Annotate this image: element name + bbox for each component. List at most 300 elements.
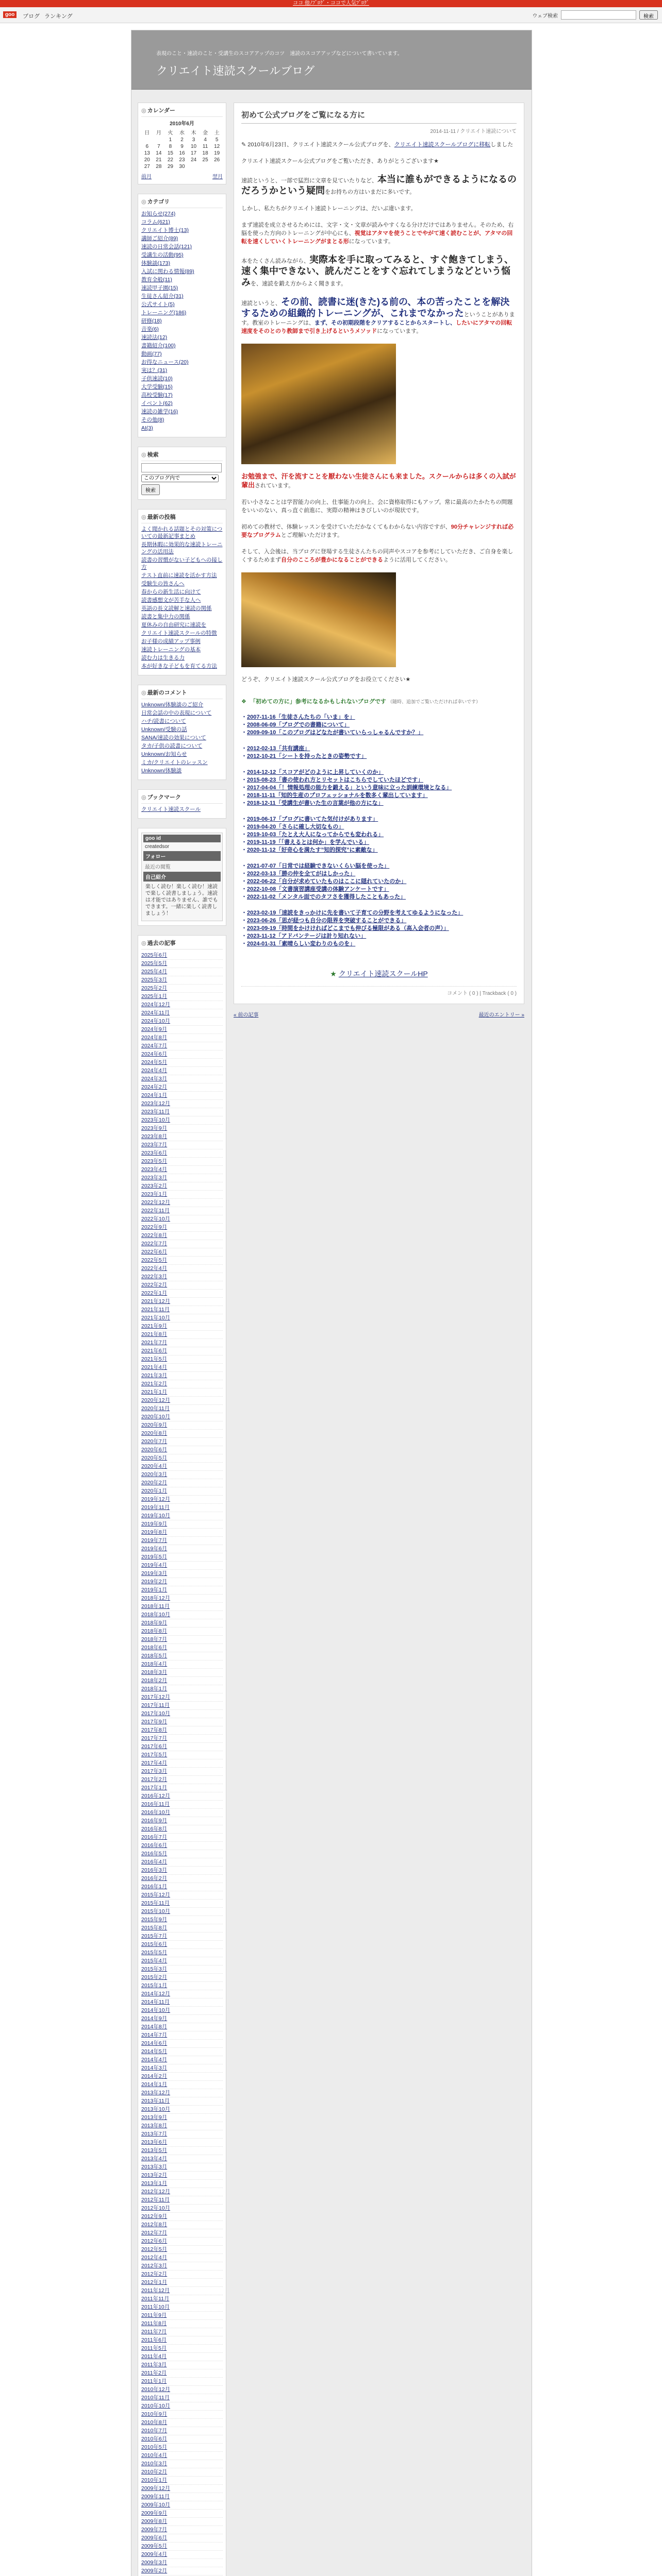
sidebar-search-input[interactable] — [141, 463, 222, 472]
archive-item-link[interactable]: 2021年11月 — [141, 1307, 170, 1313]
archive-item-link[interactable]: 2024年12月 — [141, 1002, 171, 1008]
recommend-link[interactable]: 2012-10-21「シートを持ったときの姿勢です」 — [247, 753, 367, 759]
archive-item-link[interactable]: 2014年7月 — [141, 2032, 168, 2038]
archive-item-link[interactable]: 2009年3月 — [141, 2560, 168, 2566]
calendar-day[interactable] — [211, 163, 223, 170]
archive-item-link[interactable]: 2017年2月 — [141, 1776, 168, 1783]
archive-item-link[interactable]: 2025年5月 — [141, 960, 168, 967]
archive-item-link[interactable]: 2020年8月 — [141, 1430, 168, 1436]
archive-item-link[interactable]: 2016年1月 — [141, 1884, 168, 1890]
archive-item-link[interactable]: 2013年9月 — [141, 2114, 168, 2121]
archive-item-link[interactable]: 2022年7月 — [141, 1241, 168, 1247]
recommend-link[interactable]: 2009-09-10「このブログはどなたが書いていらっしゃるんですか？」 — [247, 730, 424, 736]
recent-comment-item-link[interactable]: ミカ/クリエイトのレッスン — [141, 759, 208, 766]
archive-item-link[interactable]: 2020年7月 — [141, 1438, 168, 1445]
archive-item-link[interactable]: 2020年4月 — [141, 1463, 168, 1469]
calendar-day[interactable]: 22 — [167, 157, 173, 163]
archive-item-link[interactable]: 2017年10月 — [141, 1710, 171, 1717]
archive-item-link[interactable]: 2010年4月 — [141, 2452, 168, 2459]
archive-item-link[interactable]: 2024年9月 — [141, 1026, 168, 1032]
recent-entry-item-link[interactable]: 本が好きな子どもを育てる方法 — [141, 663, 217, 669]
archive-item-link[interactable]: 2019年10月 — [141, 1513, 171, 1519]
calendar-day[interactable]: 29 — [167, 164, 173, 170]
archive-item-link[interactable]: 2022年1月 — [141, 1290, 168, 1296]
calendar-day[interactable]: 17 — [190, 150, 197, 156]
archive-item-link[interactable]: 2022年5月 — [141, 1257, 168, 1263]
archive-item-link[interactable]: 2022年12月 — [141, 1199, 171, 1206]
archive-item-link[interactable]: 2011年4月 — [141, 2353, 167, 2360]
archive-item-link[interactable]: 2019年12月 — [141, 1496, 171, 1502]
archive-item-link[interactable]: 2021年5月 — [141, 1356, 168, 1362]
recent-comment-item-link[interactable]: ハチ/読書について — [141, 718, 186, 724]
archive-item-link[interactable]: 2012年8月 — [141, 2222, 168, 2228]
recommend-link[interactable]: 2023-02-19「速読をきっかけに先を書いて子育ての分野を考えてゆるようになった」 — [247, 910, 464, 916]
archive-item-link[interactable]: 2020年6月 — [141, 1447, 168, 1453]
category-item-link[interactable]: 速読甲子園(15) — [141, 285, 178, 291]
archive-item-link[interactable]: 2024年7月 — [141, 1043, 168, 1049]
archive-item-link[interactable]: 2023年11月 — [141, 1109, 170, 1115]
calendar-day[interactable]: 3 — [192, 137, 195, 143]
recent-comment-item-link[interactable]: Unknown/体験談のご紹介 — [141, 702, 204, 708]
archive-item-link[interactable]: 2022年3月 — [141, 1274, 168, 1280]
archive-item-link[interactable]: 2013年8月 — [141, 2123, 168, 2129]
recommend-link[interactable]: 2022-11-02「メンタル面でのタフさを獲得したこともあった」 — [247, 894, 406, 900]
archive-item-link[interactable]: 2020年2月 — [141, 1480, 168, 1486]
archive-item-link[interactable]: 2024年3月 — [141, 1076, 168, 1082]
archive-item-link[interactable]: 2014年4月 — [141, 2057, 168, 2063]
category-item-link[interactable]: 音楽(6) — [141, 326, 159, 332]
archive-item-link[interactable]: 2021年1月 — [141, 1389, 168, 1395]
archive-item-link[interactable]: 2021年10月 — [141, 1315, 171, 1321]
calendar-day[interactable]: 26 — [214, 157, 220, 163]
archive-item-link[interactable]: 2015年8月 — [141, 1925, 168, 1931]
archive-item-link[interactable]: 2013年2月 — [141, 2172, 168, 2178]
archive-item-link[interactable]: 2017年3月 — [141, 1768, 168, 1774]
recommend-link[interactable]: 2012-02-13「共有講座」 — [247, 745, 310, 752]
archive-item-link[interactable]: 2016年11月 — [141, 1801, 170, 1807]
archive-item-link[interactable]: 2009年2月 — [141, 2568, 168, 2574]
archive-item-link[interactable]: 2013年3月 — [141, 2164, 168, 2170]
category-item-link[interactable]: 公式サイト(5) — [141, 301, 175, 308]
category-item-link[interactable]: 教育全般(11) — [141, 277, 172, 283]
archive-item-link[interactable]: 2013年12月 — [141, 2090, 171, 2096]
archive-item-link[interactable]: 2010年11月 — [141, 2395, 170, 2401]
archive-item-link[interactable]: 2021年3月 — [141, 1372, 168, 1379]
archive-item-link[interactable]: 2019年1月 — [141, 1587, 168, 1593]
archive-item-link[interactable]: 2018年7月 — [141, 1636, 168, 1642]
recent-comment-item-link[interactable]: SANA/速読の効果について — [141, 735, 206, 741]
archive-item-link[interactable]: 2020年1月 — [141, 1488, 168, 1494]
calendar-day[interactable]: 7 — [157, 144, 160, 149]
archive-item-link[interactable]: 2021年7月 — [141, 1340, 168, 1346]
archive-item-link[interactable]: 2014年11月 — [141, 1999, 170, 2005]
calendar-day[interactable]: 20 — [144, 157, 150, 163]
archive-item-link[interactable]: 2011年1月 — [141, 2378, 167, 2384]
archive-item-link[interactable]: 2019年3月 — [141, 1570, 168, 1577]
recent-comment-item-link[interactable]: タカ/子供の読書について — [141, 743, 203, 749]
relocation-link[interactable]: クリエイト速読スクールブログに移転 — [394, 142, 491, 148]
archive-item-link[interactable]: 2020年5月 — [141, 1455, 168, 1461]
recommend-link[interactable]: 2018-12-11「受講生が書いた生の言葉が他の方にな」 — [247, 800, 384, 806]
archive-item-link[interactable]: 2009年6月 — [141, 2535, 168, 2541]
category-item-link[interactable]: 速読の日常会話(121) — [141, 244, 192, 250]
archive-item-link[interactable]: 2023年6月 — [141, 1150, 168, 1156]
archive-item-link[interactable]: 2022年2月 — [141, 1282, 168, 1288]
calendar-day[interactable] — [188, 163, 200, 170]
archive-item-link[interactable]: 2014年8月 — [141, 2024, 168, 2030]
calendar-day[interactable]: 12 — [214, 144, 220, 149]
profile-account[interactable]: createdsor — [145, 844, 170, 850]
category-item-link[interactable]: 講師ご紹介(89) — [141, 235, 178, 242]
archive-item-link[interactable]: 2025年2月 — [141, 985, 168, 991]
recent-entry-item-link[interactable]: テスト直前に速読を活かす方法 — [141, 572, 217, 579]
calendar-day[interactable]: 5 — [215, 137, 219, 143]
entry-footer[interactable]: コメント ( 0 ) | Trackback ( 0 ) — [241, 986, 517, 996]
recent-entry-item-link[interactable]: 受験生の皆さんへ — [141, 581, 185, 587]
category-item-link[interactable]: 高校受験(17) — [141, 392, 173, 398]
recent-entry-item-link[interactable]: クリエイト速読スクールの特徴 — [141, 630, 217, 636]
archive-item-link[interactable]: 2019年4月 — [141, 1562, 168, 1568]
archive-item-link[interactable]: 2018年4月 — [141, 1661, 168, 1667]
archive-item-link[interactable]: 2015年7月 — [141, 1933, 168, 1939]
archive-item-link[interactable]: 2014年6月 — [141, 2040, 168, 2046]
recent-comment-item-link[interactable]: Unknown/お知らせ — [141, 751, 187, 757]
archive-item-link[interactable]: 2016年6月 — [141, 1842, 168, 1849]
calendar-prev-link[interactable]: 前月 — [141, 174, 152, 180]
archive-item-link[interactable]: 2017年1月 — [141, 1785, 168, 1791]
archive-item-link[interactable]: 2009年10月 — [141, 2502, 171, 2508]
archive-item-link[interactable]: 2011年10月 — [141, 2304, 170, 2310]
category-item-link[interactable]: 書籍紹介(100) — [141, 343, 176, 349]
archive-item-link[interactable]: 2015年1月 — [141, 1982, 168, 1989]
archive-item-link[interactable]: 2018年6月 — [141, 1645, 168, 1651]
category-item-link[interactable]: お知らせ(274) — [141, 211, 176, 217]
category-item-link[interactable]: お得なニュース(20) — [141, 359, 189, 365]
archive-item-link[interactable]: 2012年3月 — [141, 2263, 168, 2269]
archive-item-link[interactable]: 2024年1月 — [141, 1092, 168, 1098]
archive-item-link[interactable]: 2021年6月 — [141, 1348, 168, 1354]
recommend-link[interactable]: 2022-06-22「自分が求めていたものはここに隠れていたのか」 — [247, 878, 407, 885]
recent-entry-item-link[interactable]: お子様の成績アップ事例 — [141, 638, 201, 645]
archive-item-link[interactable]: 2012年6月 — [141, 2238, 168, 2244]
archive-item-link[interactable]: 2017年4月 — [141, 1760, 168, 1766]
archive-item-link[interactable]: 2023年4月 — [141, 1166, 168, 1173]
bookmark-item-link[interactable]: クリエイト速読スクール — [141, 806, 201, 812]
archive-item-link[interactable]: 2022年11月 — [141, 1208, 170, 1214]
archive-item-link[interactable]: 2011年8月 — [141, 2320, 167, 2327]
category-item-link[interactable]: イベント(62) — [141, 400, 173, 406]
archive-item-link[interactable]: 2023年7月 — [141, 1142, 168, 1148]
archive-item-link[interactable]: 2010年6月 — [141, 2436, 168, 2442]
archive-item-link[interactable]: 2016年7月 — [141, 1834, 168, 1840]
archive-item-link[interactable]: 2009年9月 — [141, 2510, 168, 2516]
recommend-link[interactable]: 2021-07-07「日常では経験できないくらい脳を使った」 — [247, 863, 390, 869]
archive-item-link[interactable]: 2014年9月 — [141, 2015, 168, 2022]
archive-item-link[interactable]: 2023年9月 — [141, 1125, 168, 1131]
archive-item-link[interactable]: 2012年11月 — [141, 2197, 170, 2203]
category-item-link[interactable]: 体験談(173) — [141, 260, 171, 266]
calendar-day[interactable]: 11 — [202, 144, 208, 149]
category-item-link[interactable]: 速読法(12) — [141, 334, 168, 341]
archive-item-link[interactable]: 2009年12月 — [141, 2485, 171, 2492]
archive-item-link[interactable]: 2019年2月 — [141, 1579, 168, 1585]
archive-item-link[interactable]: 2025年4月 — [141, 969, 168, 975]
archive-item-link[interactable]: 2010年12月 — [141, 2386, 171, 2393]
calendar-day[interactable]: 15 — [167, 150, 173, 156]
archive-item-link[interactable]: 2013年7月 — [141, 2131, 168, 2137]
recent-entry-item-link[interactable]: 読む力は生きる力 — [141, 655, 185, 661]
archive-item-link[interactable]: 2023年12月 — [141, 1100, 171, 1107]
category-item-link[interactable]: 受講生の活動(95) — [141, 252, 184, 258]
archive-item-link[interactable]: 2011年11月 — [141, 2296, 170, 2302]
archive-item-link[interactable]: 2022年10月 — [141, 1216, 171, 1222]
category-item-link[interactable]: 生徒さん紹介(31) — [141, 293, 184, 299]
recommend-link[interactable]: 2023-11-12「アドバンテージは計り知れない」 — [247, 933, 367, 939]
archive-item-link[interactable]: 2023年1月 — [141, 1191, 168, 1197]
archive-item-link[interactable]: 2023年2月 — [141, 1183, 168, 1189]
next-entry-link[interactable]: 最近のエントリー » — [478, 1012, 524, 1018]
archive-item-link[interactable]: 2009年7月 — [141, 2527, 168, 2533]
recent-comment-item-link[interactable]: Unknown/体験談 — [141, 768, 182, 774]
recent-entry-item-link[interactable]: 読書感想文が苦手な人へ — [141, 597, 201, 603]
archive-item-link[interactable]: 2012年12月 — [141, 2189, 171, 2195]
archive-item-link[interactable]: 2021年4月 — [141, 1364, 168, 1370]
recommend-link[interactable]: 2015-08-23「書の使われ方とリセットはこちらでしていたほどです」 — [247, 777, 424, 783]
archive-item-link[interactable]: 2019年7月 — [141, 1537, 168, 1544]
archive-item-link[interactable]: 2023年3月 — [141, 1175, 168, 1181]
archive-item-link[interactable]: 2016年9月 — [141, 1818, 168, 1824]
archive-item-link[interactable]: 2019年5月 — [141, 1554, 168, 1560]
archive-item-link[interactable]: 2010年1月 — [141, 2477, 168, 2483]
archive-item-link[interactable]: 2010年3月 — [141, 2461, 168, 2467]
archive-item-link[interactable]: 2019年9月 — [141, 1521, 168, 1527]
archive-item-link[interactable]: 2013年10月 — [141, 2106, 171, 2112]
category-item-link[interactable]: 速読の雑学(16) — [141, 409, 178, 415]
nav-search-input[interactable] — [561, 10, 636, 20]
archive-item-link[interactable]: 2014年2月 — [141, 2073, 168, 2079]
archive-item-link[interactable]: 2009年11月 — [141, 2494, 170, 2500]
recommend-link[interactable]: 2014-12-12「スコアがどのように上昇していくのか」 — [247, 769, 384, 775]
archive-item-link[interactable]: 2011年7月 — [141, 2329, 167, 2335]
archive-item-link[interactable]: 2012年9月 — [141, 2213, 168, 2219]
calendar-day[interactable]: 1 — [169, 137, 172, 143]
calendar-day[interactable]: 30 — [179, 164, 185, 170]
ad-banner[interactable] — [0, 0, 662, 7]
archive-item-link[interactable]: 2020年11月 — [141, 1405, 170, 1412]
archive-item-link[interactable]: 2013年5月 — [141, 2147, 168, 2154]
archive-item-link[interactable]: 2024年6月 — [141, 1051, 168, 1057]
calendar-day[interactable] — [153, 137, 165, 143]
archive-item-link[interactable]: 2021年2月 — [141, 1381, 168, 1387]
archive-item-link[interactable]: 2012年2月 — [141, 2271, 168, 2277]
category-item-link[interactable]: 大学受験(15) — [141, 384, 173, 390]
archive-item-link[interactable]: 2020年9月 — [141, 1422, 168, 1428]
archive-item-link[interactable]: 2015年3月 — [141, 1966, 168, 1972]
archive-item-link[interactable]: 2009年4月 — [141, 2551, 168, 2557]
archive-item-link[interactable]: 2017年7月 — [141, 1735, 168, 1741]
archive-item-link[interactable]: 2017年12月 — [141, 1694, 171, 1700]
calendar-day[interactable]: 18 — [202, 150, 208, 156]
recommend-link[interactable]: 2019-11-19「「書えるとは何か」を学んでいる」 — [247, 839, 370, 845]
calendar-day[interactable]: 13 — [144, 150, 150, 156]
archive-item-link[interactable]: 2012年7月 — [141, 2230, 168, 2236]
calendar-day[interactable]: 4 — [204, 137, 207, 143]
archive-item-link[interactable]: 2015年10月 — [141, 1908, 171, 1914]
archive-item-link[interactable]: 2016年4月 — [141, 1859, 168, 1865]
archive-item-link[interactable]: 2019年11月 — [141, 1504, 170, 1511]
archive-item-link[interactable]: 2018年5月 — [141, 1653, 168, 1659]
calendar-day[interactable]: 2 — [180, 137, 184, 143]
archive-item-link[interactable]: 2018年1月 — [141, 1686, 168, 1692]
nav-link-blog[interactable]: ブログ — [23, 13, 40, 20]
archive-item-link[interactable]: 2013年4月 — [141, 2156, 168, 2162]
archive-item-link[interactable]: 2025年3月 — [141, 977, 168, 983]
search-scope-select[interactable] — [141, 474, 219, 482]
calendar-day[interactable]: 16 — [179, 150, 185, 156]
archive-item-link[interactable]: 2018年10月 — [141, 1612, 171, 1618]
archive-item-link[interactable]: 2017年9月 — [141, 1719, 168, 1725]
calendar-day[interactable] — [200, 163, 211, 170]
archive-item-link[interactable]: 2010年8月 — [141, 2419, 168, 2426]
category-item-link[interactable]: 入試に関わる情報(89) — [141, 268, 194, 275]
archive-item-link[interactable]: 2025年1月 — [141, 993, 168, 999]
recommend-link[interactable]: 2023-09-19「時間をかけければどこまでも伸びる極限がある（高入会者の声）」 — [247, 925, 449, 931]
category-item-link[interactable]: 子供速読(10) — [141, 376, 173, 382]
archive-item-link[interactable]: 2011年9月 — [141, 2312, 167, 2318]
calendar-day[interactable]: 24 — [190, 157, 197, 163]
archive-item-link[interactable]: 2012年5月 — [141, 2246, 168, 2252]
recommend-link[interactable]: 2022-03-13「勝の仲を全てがはしかった」 — [247, 871, 356, 877]
archive-item-link[interactable]: 2015年12月 — [141, 1892, 171, 1898]
calendar-day[interactable]: 27 — [144, 164, 150, 170]
archive-item-link[interactable]: 2021年9月 — [141, 1323, 168, 1329]
recommend-link[interactable]: 2019-06-17「ブログに書いてた気付けがあります」 — [247, 816, 378, 822]
archive-item-link[interactable]: 2011年6月 — [141, 2337, 167, 2343]
recommend-link[interactable]: 2007-11-16「生徒さんたちの「いま」を」 — [247, 714, 355, 720]
recent-entry-item-link[interactable]: 読書の習慣がない子どもへの接し方 — [141, 557, 223, 570]
category-item-link[interactable]: その他(8) — [141, 417, 164, 423]
category-item-link[interactable]: 研修(18) — [141, 318, 162, 324]
archive-item-link[interactable]: 2009年5月 — [141, 2543, 168, 2549]
archive-item-link[interactable]: 2022年6月 — [141, 1249, 168, 1255]
nav-search-button[interactable]: 検索 — [639, 10, 658, 20]
archive-item-link[interactable]: 2018年12月 — [141, 1595, 171, 1601]
blog-title[interactable]: クリエイト速読スクールブログ — [156, 64, 315, 77]
archive-item-link[interactable]: 2014年12月 — [141, 1991, 171, 1997]
archive-item-link[interactable]: 2012年1月 — [141, 2279, 168, 2285]
archive-item-link[interactable]: 2009年8月 — [141, 2518, 168, 2524]
calendar-day[interactable]: 9 — [180, 144, 184, 149]
archive-item-link[interactable]: 2018年2月 — [141, 1677, 168, 1684]
archive-item-link[interactable]: 2018年9月 — [141, 1620, 168, 1626]
recent-entry-item-link[interactable]: 速読トレーニングの基本 — [141, 647, 201, 653]
archive-item-link[interactable]: 2011年5月 — [141, 2345, 167, 2351]
profile-follow[interactable]: フォロー — [143, 851, 221, 861]
recent-entry-item-link[interactable]: 春からの新生活に向けて — [141, 589, 201, 595]
calendar-day[interactable] — [141, 137, 153, 143]
archive-item-link[interactable]: 2012年10月 — [141, 2205, 171, 2211]
recommend-link[interactable]: 2019-10-03「たとえ大人になってからでも変われる」 — [247, 832, 384, 838]
archive-item-link[interactable]: 2021年12月 — [141, 1298, 171, 1304]
recommend-link[interactable]: 2017-04-04「！情報処理の能力を鍛える」という意味に立った訓練環境となる」 — [247, 785, 452, 791]
archive-item-link[interactable]: 2015年11月 — [141, 1900, 170, 1906]
archive-item-link[interactable]: 2014年1月 — [141, 2081, 168, 2088]
recent-comment-item-link[interactable]: Unknown/受験の話 — [141, 726, 187, 733]
nav-link-ranking[interactable]: ランキング — [44, 13, 73, 20]
archive-item-link[interactable]: 2025年6月 — [141, 952, 168, 958]
category-item-link[interactable]: 動画(77) — [141, 351, 162, 357]
recommend-link[interactable]: 2018-11-11「知的生産のプロフェッショナルを数多く輩出しています」 — [247, 792, 428, 799]
sidebar-search-button[interactable]: 検索 — [141, 484, 160, 495]
archive-item-link[interactable]: 2011年2月 — [141, 2370, 167, 2376]
archive-item-link[interactable]: 2020年3月 — [141, 1471, 168, 1478]
archive-item-link[interactable]: 2022年9月 — [141, 1224, 168, 1230]
ad-link[interactable]: ココ 他ﾉﾌﾞﾛｸﾞ・ココで人気ﾌﾞﾛｸﾞ — [293, 1, 369, 6]
calendar-day[interactable]: 19 — [214, 150, 220, 156]
calendar-day[interactable]: 23 — [179, 157, 185, 163]
recommend-link[interactable]: 2024-01-31「素晴らしい変わりのものを」 — [247, 941, 356, 947]
archive-item-link[interactable]: 2010年2月 — [141, 2469, 168, 2475]
category-item-link[interactable]: 実は？(31) — [141, 367, 168, 374]
archive-item-link[interactable]: 2012年4月 — [141, 2255, 168, 2261]
calendar-day[interactable]: 6 — [145, 144, 149, 149]
entry-title[interactable]: 初めて公式ブログをご覧になる方に — [241, 108, 517, 124]
archive-item-link[interactable]: 2017年6月 — [141, 1743, 168, 1750]
recommend-link[interactable]: 2023-06-26「思が経つも自分の限界を突破することができる」 — [247, 918, 407, 924]
archive-item-link[interactable]: 2015年4月 — [141, 1958, 168, 1964]
archive-item-link[interactable]: 2016年2月 — [141, 1875, 168, 1882]
archive-item-link[interactable]: 2024年4月 — [141, 1067, 168, 1074]
recent-entry-item-link[interactable]: 英語の長文読解と速読の関係 — [141, 605, 212, 612]
archive-item-link[interactable]: 2010年7月 — [141, 2428, 168, 2434]
archive-item-link[interactable]: 2018年8月 — [141, 1628, 168, 1634]
calendar-day[interactable]: 10 — [190, 144, 197, 149]
archive-item-link[interactable]: 2015年6月 — [141, 1941, 168, 1947]
archive-item-link[interactable]: 2010年5月 — [141, 2444, 168, 2450]
archive-item-link[interactable]: 2015年2月 — [141, 1974, 168, 1980]
recent-entry-item-link[interactable]: 読書と集中力の関係 — [141, 614, 190, 620]
archive-item-link[interactable]: 2014年3月 — [141, 2065, 168, 2071]
category-item-link[interactable]: クリエイト博士(13) — [141, 227, 189, 233]
archive-item-link[interactable]: 2015年9月 — [141, 1917, 168, 1923]
archive-item-link[interactable]: 2013年1月 — [141, 2180, 168, 2187]
archive-item-link[interactable]: 2019年6月 — [141, 1546, 168, 1552]
archive-item-link[interactable]: 2013年11月 — [141, 2098, 170, 2104]
archive-item-link[interactable]: 2022年4月 — [141, 1265, 168, 1272]
archive-item-link[interactable]: 2024年10月 — [141, 1018, 171, 1024]
category-item-link[interactable]: トレーニング(186) — [141, 310, 187, 316]
archive-item-link[interactable]: 2023年8月 — [141, 1133, 168, 1140]
calendar-day[interactable]: 21 — [156, 157, 162, 163]
calendar-day[interactable]: 25 — [202, 157, 208, 163]
recommend-link[interactable]: 2020-11-12「好奇心を満たす”知的探究”に素敵な」 — [247, 847, 378, 853]
school-hp-link[interactable]: クリエイト速読スクールHP — [338, 970, 428, 978]
recent-entry-item-link[interactable]: 長期休暇に効果的な速読トレーニングの活用法 — [141, 541, 223, 555]
archive-item-link[interactable]: 2018年11月 — [141, 1603, 170, 1609]
archive-item-link[interactable]: 2020年10月 — [141, 1414, 171, 1420]
archive-item-link[interactable]: 2014年10月 — [141, 2007, 171, 2013]
recent-entry-item-link[interactable]: よく聞かれる話題とその対策についての最新記事まとめ — [141, 526, 223, 539]
archive-item-link[interactable]: 2017年5月 — [141, 1752, 168, 1758]
calendar-next-link[interactable]: 翌月 — [212, 174, 223, 180]
archive-item-link[interactable]: 2010年9月 — [141, 2411, 168, 2417]
recent-comment-item-link[interactable]: 日常会話の中の表現について — [141, 710, 212, 716]
category-item-link[interactable]: AI(3) — [141, 425, 153, 431]
archive-item-link[interactable]: 2016年8月 — [141, 1826, 168, 1832]
recommend-link[interactable]: 2022-10-08「文書演習講座受講の体験アンケートです」 — [247, 886, 389, 892]
archive-item-link[interactable]: 2024年11月 — [141, 1010, 170, 1016]
archive-item-link[interactable]: 2024年2月 — [141, 1084, 168, 1090]
